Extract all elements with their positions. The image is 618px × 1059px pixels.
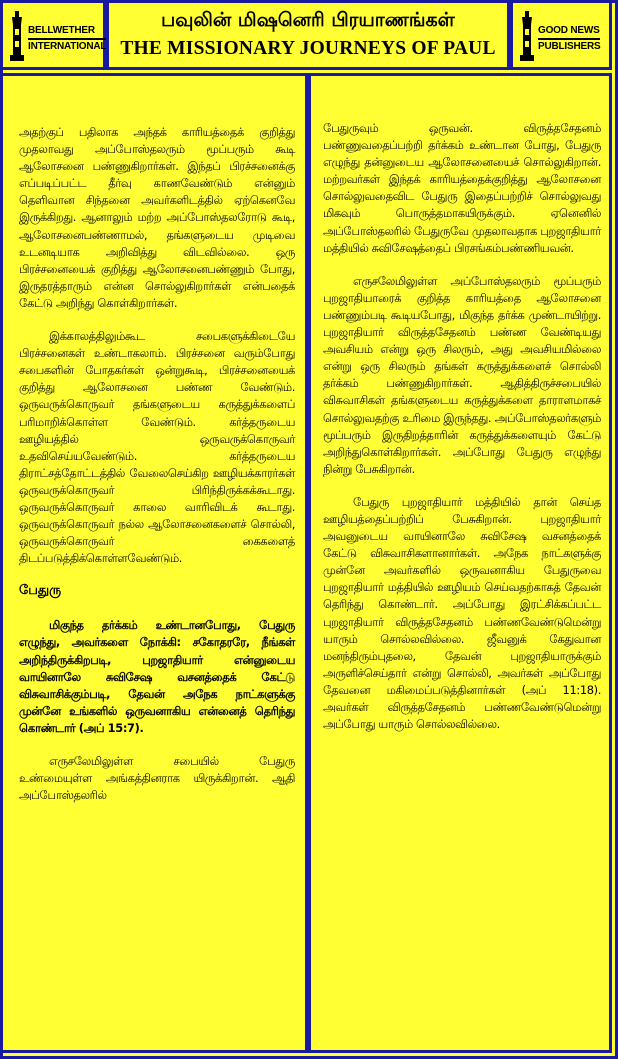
content-columns (0, 73, 612, 1053)
paragraph: எருசலேமிலுள்ள சபையில் பேதுரு உண்மையுள்ள அங்கத்தினராக யிருக்கிறான். ஆதி அப்போஸ்தலரில் (19, 754, 295, 803)
title-english: THE MISSIONARY JOURNEYS OF PAUL (120, 38, 496, 59)
paragraph: எருசலேமிலுள்ள அப்போஸ்தலரும் மூப்பரும் புறஜாதியாரைக் குறித்த காரியத்தை ஆலோசனை பண்ணும்படி கூடியபோது, மிகுந்த தர்க்க முண்டாயிற்று. புறஜாதியார் விருத்தசேதனம் பண்ண வேண்டியது அவசியம் என்று ஒரு சிலரும், அது அவசியமில்லை என்று ஒரு சிலரும் தங்கள் கருத்துக்களைச் சொல்லி தர்க்கம் பண்ணுகிறார்கள். ஆதித்திருச்சபையில் விசுவாசிகள் தங்களுடைய கருத்துக்களை தாராளமாகச் சொல்லுவதற்கு உரிமை இருந்தது. அப்போஸ்தலர்களும் மூப்பரும் இருதிறத்தாரின் கருத்துக்களையும் கேட்டு அறிந்துகொள்கிறார்கள். அப்போது பேதுரு எழுந்து நின்று பேசுகிறான். (323, 273, 601, 476)
title-tamil: பவுலின் மிஷனெரி பிரயாணங்கள் (161, 9, 455, 31)
logo-left-line1: BELLWETHER (28, 25, 95, 36)
paragraph: இக்காலத்திலும்கூட சபைகளுக்கிடையே பிரச்சனைகள் உண்டாகலாம். பிரச்சனை வரும்போது சபைகளின் போதகர்கள் ஒன்றுகூடி, பிரச்சனையைக் குறித்து ஆலோசனை பண்ண வேண்டும். ஒருவருக்கொருவர் தங்களுடைய கருத்துக்களைப் பரிமாறிக்கொள்ள வேண்டும். கர்த்தருடைய ஊழியத்தில் ஒருவருக்கொருவர் உதவிசெய்யவேண்டும். கர்த்தருடைய திராட்சத்தோட்டத்தில் வேலைசெய்கிற ஊழியக்காரர்கள் ஒருவருக்கொருவர் பிரிந்திருக்கக்கூடாது. ஒருவருக்கொருவர் காலை வாரிவிடக் கூடாது. ஒருவருக்கொருவர் நல்ல ஆலோசனைகளைச் சொல்லி, ஒருவருக்கொருவர் கைகளைத் திடப்படுத்திக்கொள்ளவேண்டும். (19, 329, 295, 566)
left-column (0, 73, 308, 1053)
tower-icon (519, 11, 535, 61)
paragraph: பேதுருவும் ஒருவன். விருத்தசேதனம் பண்ணுவதைப்பற்றி தர்க்கம் உண்டான போது, பேதுரு எழுந்து தன்னுடைய ஆலோசனையைச் சொல்லுகிறான். மற்றவர்கள் இந்தக் காரியத்தைக்குறித்து ஆலோசனை சொல்லுவதைவிட பேதுரு இதைப்பற்றிச் சொல்லுவது மிகவும் பொருத்தமாகயிருக்கும். ஏனெனில் அப்போஸ்தலரில் பேதுருவே முதலாவதாக புறஜாதியார் மத்தியில் சுவிசேஷத்தைப் பிரசங்கம்பண்ணியவன். (323, 121, 601, 255)
scripture-quote: மிகுந்த தர்க்கம் உண்டானபோது, பேதுரு எழுந்து, அவர்களை நோக்கி: சகோதரரே, நீங்கள் அறிந்திருக்கிறபடி, புறஜாதியார் என்னுடைய வாயினாலே சுவிசேஷ வசனத்தைக் கேட்டு விசுவாசிக்கும்படி, தேவன் அநேக நாட்களுக்கு முன்னே உங்களில் ஒருவனாகிய என்னைத் தெரிந்து கொண்டார் (அப் 15:7). (19, 618, 295, 735)
header (0, 0, 612, 73)
paragraph: பேதுரு புறஜாதியார் மத்தியில் தான் செய்த ஊழியத்தைப்பற்றிப் பேசுகிறான். புறஜாதியார் அவனுடைய வாயினாலே சுவிசேஷ வசனத்தைக் கேட்டு விசுவாசிகளானார்கள். அநேக நாட்களுக்கு முன்னே அவர்களில் ஒருவனாகிய பேதுருவை புறஜாதியார் மத்தியில் ஊழியம் செய்வதற்காகத் தேவன் தெரிந்து கொண்டார். அப்போது இரட்சிக்கப்பட்ட புறஜாதியார் விருத்தசேதனம் பண்ணவேண்டுமென்று யாரும் சொல்லவில்லை. ஜீவனுக் கேதுவான மனந்திரும்புதலை, தேவன் புறஜாதியாருக்கும் அருளிச்செய்தார் என்று சொல்லி, அவர்கள் அப்போது தேவனை மகிமைப்படுத்தினார்கள் (அப் 11:18). அவர்கள் விருத்தசேதனம் பண்ணவேண்டுமென்று அப்போது யாரும் சொல்லவில்லை. (323, 494, 601, 732)
logo-right-line1: GOOD NEWS (538, 25, 600, 36)
right-column (308, 73, 612, 1053)
paragraph: அதற்குப் பதிலாக அந்தக் காரியத்தைக் குறித்து முதலாவது அப்போஸ்தலரும் மூப்பரும் கூடி ஆலோசனை பண்ணுகிறார்கள். இந்தப் பிரச்சனைக்கு எப்படிப்பட்ட தீர்வு காணவேண்டும் என்னும் தெளிவான சிந்தனை அவர்களிடத்தில் ஏற்கெனவே இருக்கிறது. ஆனாலும் மற்ற அப்போஸ்தலரோடு கூடி, ஆலோசனைபண்ணாமல், தங்களுடைய முடிவை உடனடியாக அறிவித்து விடவில்லை. ஒரு பிரச்சனையைக் குறித்து ஆலோசனைபண்ணும் போது, இருதரத்தாரும் என்ன சொல்லுகிறார்கள் என்பதைக் கேட்டு அறிந்து கொள்கிறார்கள். (19, 125, 295, 310)
bellwether-logo (0, 0, 106, 70)
good-news-logo (510, 0, 612, 70)
section-heading: பேதுரு (19, 583, 62, 599)
logo-right-line2: PUBLISHERS (538, 41, 601, 52)
tower-icon (9, 11, 25, 61)
title-box (106, 0, 510, 70)
logo-left-line2: INTERNATIONAL (28, 41, 107, 52)
